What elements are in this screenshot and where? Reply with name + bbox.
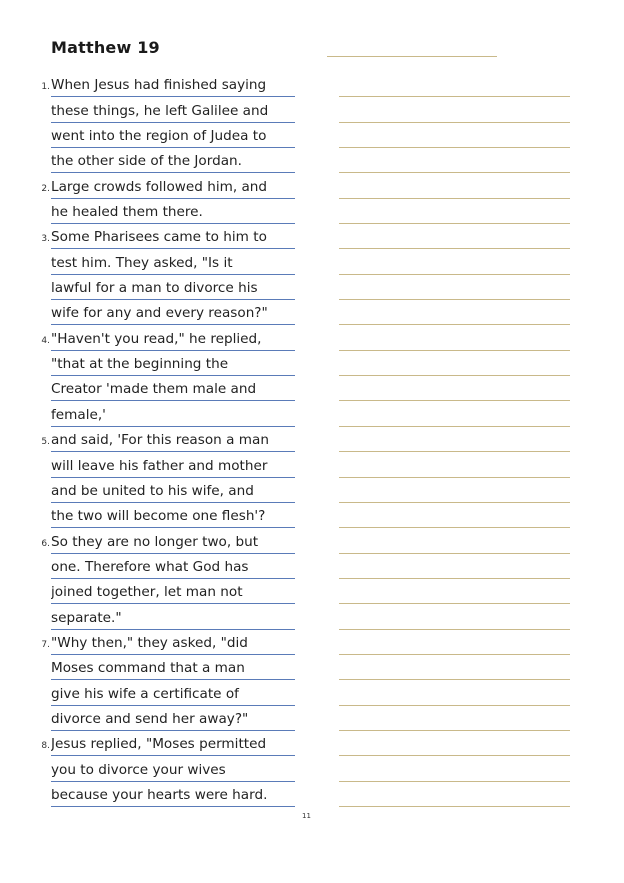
- verse-number: 6.: [41, 538, 50, 549]
- verse-line-row: [0, 731, 624, 756]
- verse-number: 5.: [41, 437, 50, 448]
- verse-text-line: wife for any and every reason?": [51, 302, 295, 325]
- verse-line-row: [0, 655, 624, 680]
- verse-line-row: [0, 478, 624, 503]
- verse-line-row: [0, 148, 624, 173]
- verse-text-line: joined together, let man not: [51, 581, 295, 604]
- verse-line-row: [0, 427, 624, 452]
- verse-text-line: "that at the beginning the: [51, 353, 295, 376]
- verse-text-line: and said, 'For this reason a man: [51, 429, 295, 452]
- verse-text-line: the other side of the Jordan.: [51, 150, 295, 173]
- verse-text-line: separate.": [51, 607, 295, 630]
- verse-text-line: he healed them there.: [51, 201, 295, 224]
- verse-line-row: [0, 300, 624, 325]
- verse-number: 7.: [41, 639, 50, 650]
- verse-line-row: [0, 173, 624, 198]
- verse-text-line: Jesus replied, "Moses permitted: [51, 733, 295, 756]
- verse-text-line: divorce and send her away?": [51, 708, 295, 731]
- title-writing-line: [327, 56, 497, 57]
- verse-text-line: and be united to his wife, and: [51, 480, 295, 503]
- verse-line-row: [0, 604, 624, 629]
- verse-line-row: [0, 123, 624, 148]
- verse-text-line: the two will become one flesh'?: [51, 505, 295, 528]
- verse-text-line: one. Therefore what God has: [51, 556, 295, 579]
- verse-text-line: went into the region of Judea to: [51, 125, 295, 148]
- verse-line-row: [0, 706, 624, 731]
- verse-text-line: Large crowds followed him, and: [51, 176, 295, 199]
- verse-text-line: Creator 'made them male and: [51, 378, 295, 401]
- page-number: 11: [302, 812, 311, 820]
- handwriting-line: [339, 806, 570, 807]
- verse-line-row: [0, 680, 624, 705]
- verse-line-row: [0, 782, 624, 807]
- page-title: Matthew 19: [51, 38, 160, 57]
- verse-line-row: [0, 325, 624, 350]
- verse-text-line: give his wife a certificate of: [51, 683, 295, 706]
- verse-text-line: Some Pharisees came to him to: [51, 226, 295, 249]
- verse-line-row: [0, 401, 624, 426]
- verse-line-row: [0, 351, 624, 376]
- verse-text-line: these things, he left Galilee and: [51, 100, 295, 123]
- verse-line-row: [0, 275, 624, 300]
- verse-text-line: test him. They asked, "Is it: [51, 252, 295, 275]
- verse-line-row: [0, 199, 624, 224]
- verse-line-row: [0, 224, 624, 249]
- verse-text-line: When Jesus had finished saying: [51, 74, 295, 97]
- verse-line-row: [0, 249, 624, 274]
- verse-list: [0, 72, 624, 807]
- verse-number: 4.: [41, 335, 50, 346]
- verse-line-row: [0, 97, 624, 122]
- verse-line-row: [0, 554, 624, 579]
- verse-text-line: Moses command that a man: [51, 657, 295, 680]
- verse-number: 3.: [41, 234, 50, 245]
- verse-text-line: lawful for a man to divorce his: [51, 277, 295, 300]
- verse-line-row: [0, 630, 624, 655]
- verse-line-row: [0, 528, 624, 553]
- verse-line-row: [0, 503, 624, 528]
- verse-number: 2.: [41, 183, 50, 194]
- verse-line-row: [0, 72, 624, 97]
- verse-text-line: So they are no longer two, but: [51, 531, 295, 554]
- verse-text-line: "Haven't you read," he replied,: [51, 328, 295, 351]
- verse-text-line: will leave his father and mother: [51, 455, 295, 478]
- verse-text-line: "Why then," they asked, "did: [51, 632, 295, 655]
- verse-line-row: [0, 452, 624, 477]
- verse-number: 1.: [41, 82, 50, 93]
- verse-text-line: you to divorce your wives: [51, 759, 295, 782]
- verse-line-row: [0, 579, 624, 604]
- verse-line-row: [0, 376, 624, 401]
- verse-line-row: [0, 756, 624, 781]
- verse-number: 8.: [41, 741, 50, 752]
- verse-text-line: because your hearts were hard.: [51, 784, 295, 807]
- verse-text-line: female,': [51, 404, 295, 427]
